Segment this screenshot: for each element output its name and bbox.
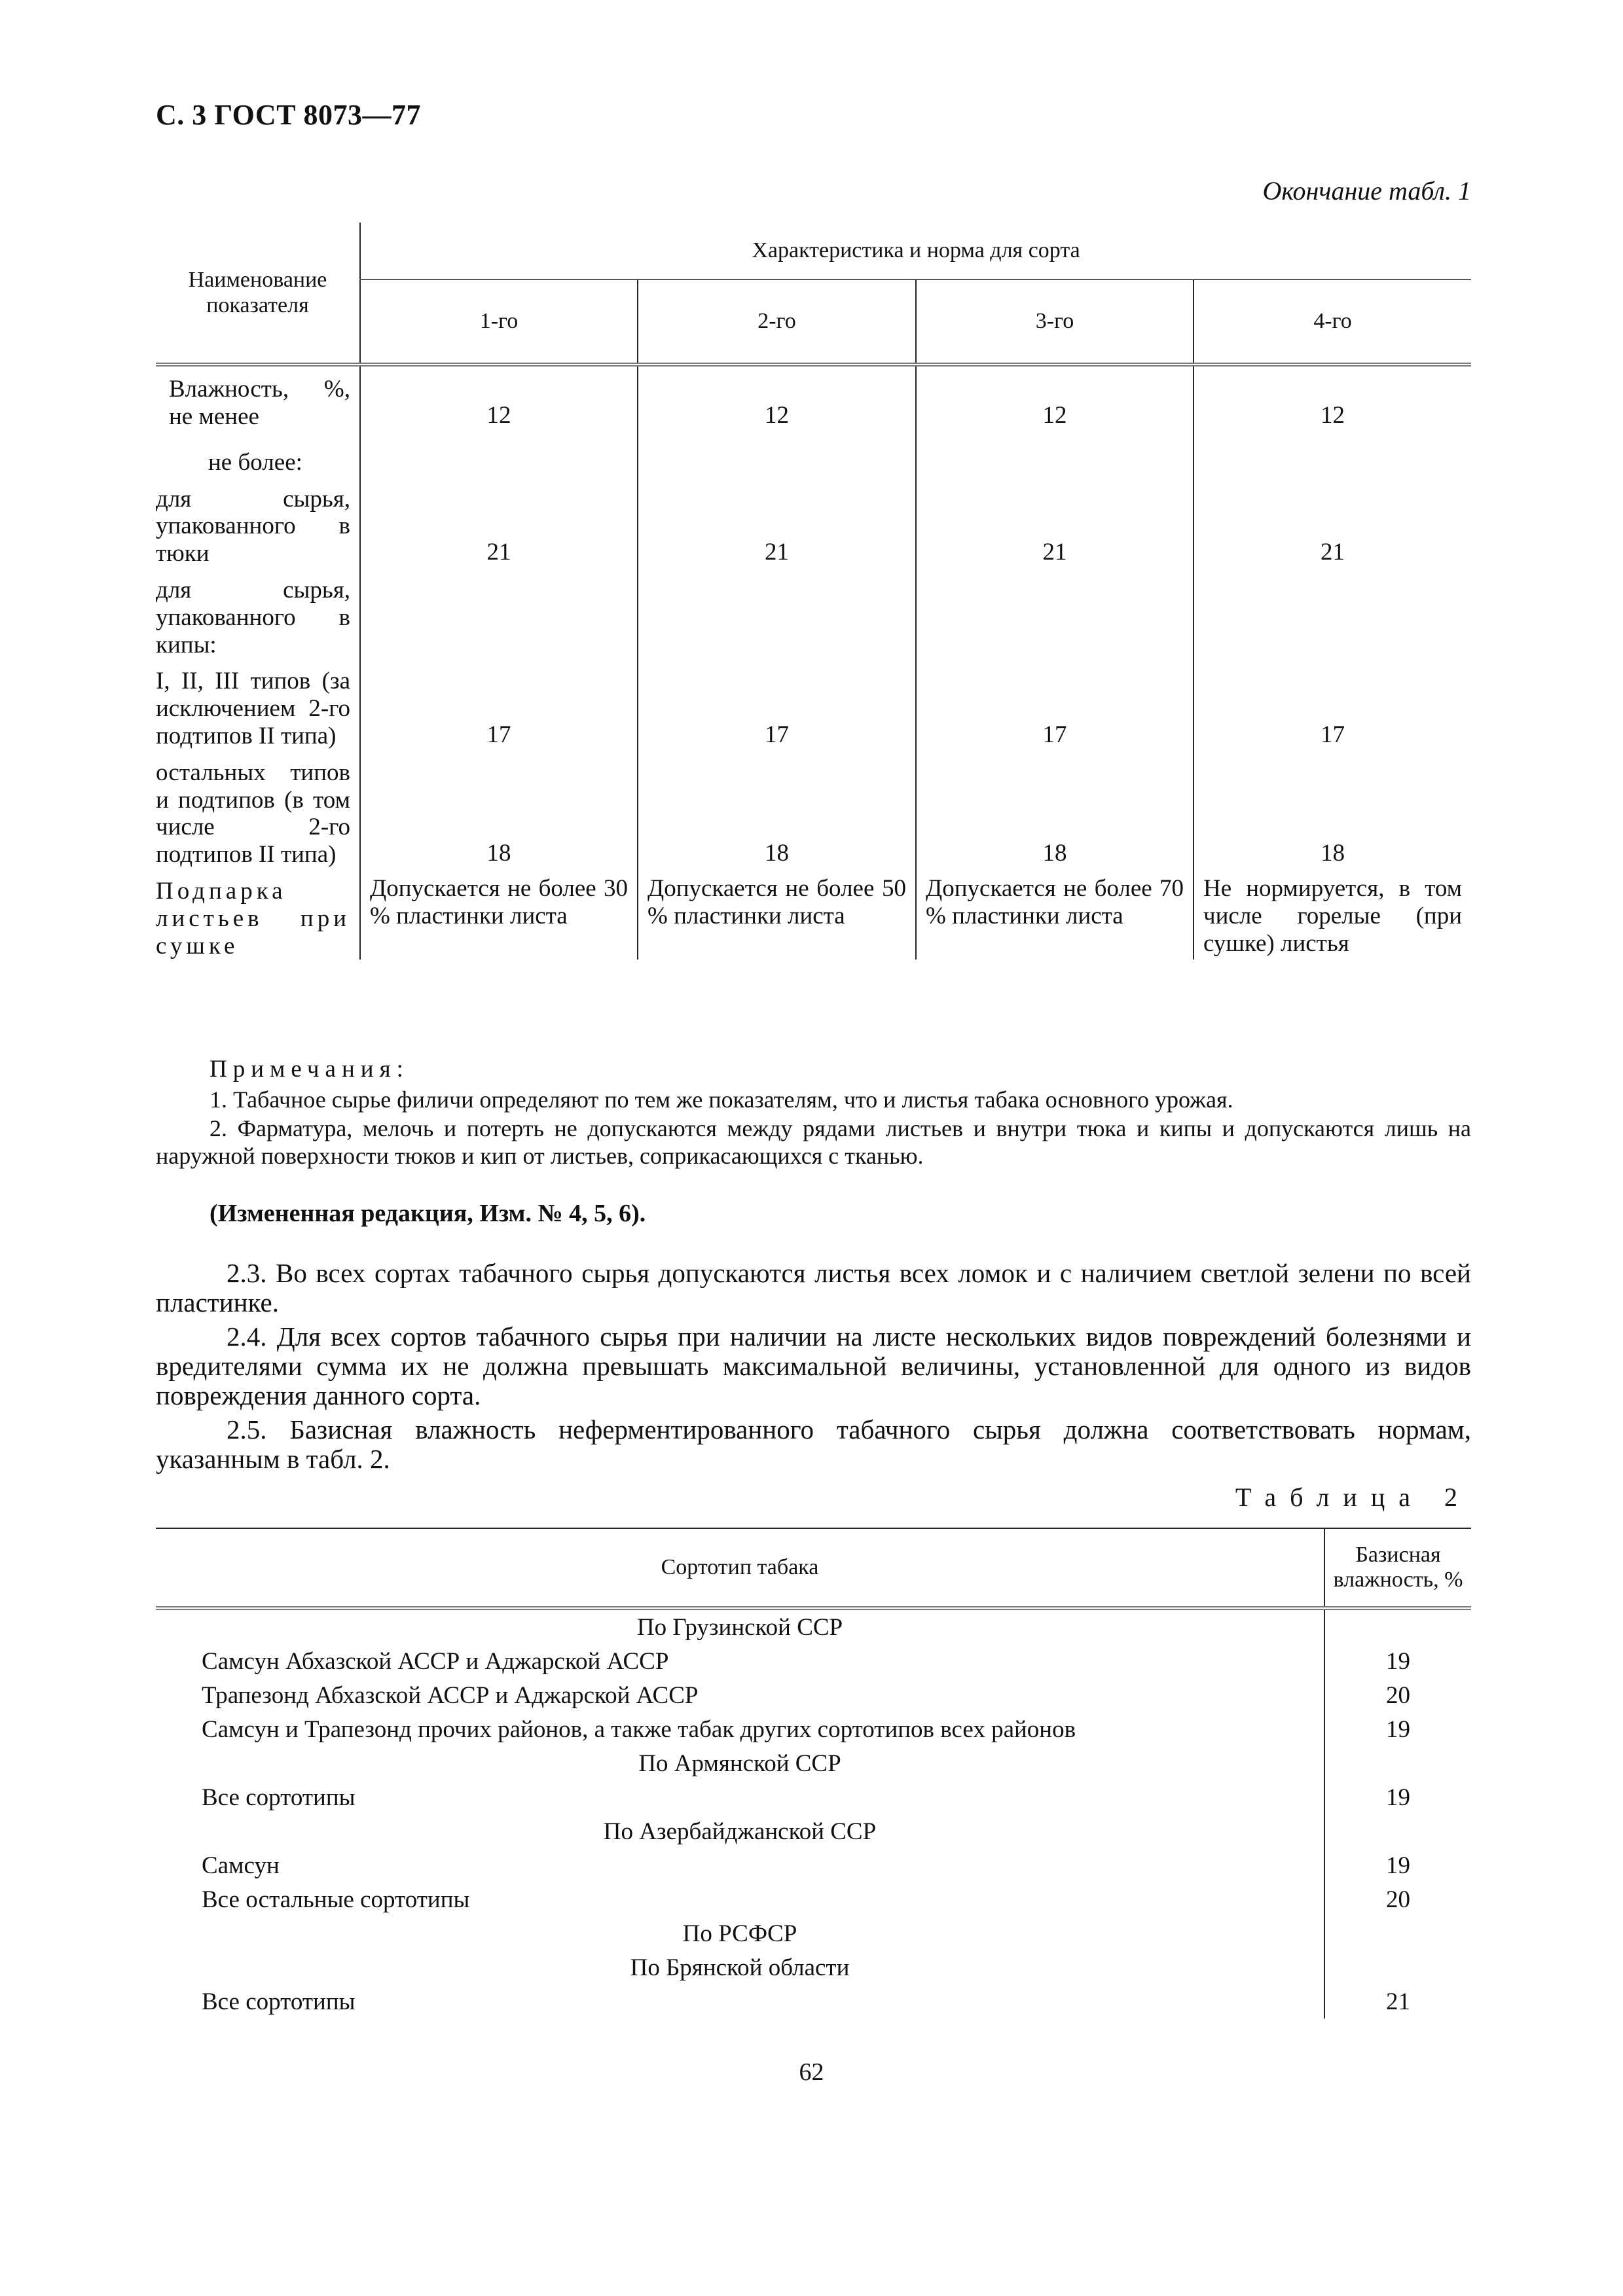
moisture-value <box>1324 1814 1471 1848</box>
cell-value: Допускается не более 70 % пластинки листа <box>916 869 1194 960</box>
column-header-grade-1: 1-го <box>360 279 638 365</box>
cell-value: 17 <box>638 658 916 749</box>
region-label: По Брянской области <box>630 1954 850 1981</box>
column-header-moisture: Базисная влажность, % <box>1324 1528 1471 1608</box>
cell-value: 12 <box>360 365 638 431</box>
cell-value: 17 <box>360 658 638 749</box>
moisture-value: 19 <box>1324 1848 1471 1882</box>
region-label: По Армянской ССР <box>638 1749 841 1777</box>
table-continuation-label: Окончание табл. 1 <box>1262 176 1471 206</box>
region-label: По Азербайджанской ССР <box>603 1818 877 1845</box>
sort-type-label: Самсун Абхазской АССР и Аджарской АССР <box>202 1647 669 1675</box>
sort-type-label: Самсун <box>202 1852 280 1879</box>
region-row <box>156 1916 1471 1950</box>
table-row <box>156 1678 1471 1712</box>
table-row <box>156 1780 1471 1814</box>
column-header-indicator: Наименование показателя <box>156 223 360 365</box>
cell-value: 18 <box>916 750 1194 869</box>
table-row <box>156 567 1471 658</box>
region-row <box>156 1814 1471 1848</box>
table-row <box>156 1848 1471 1882</box>
cell-value: 21 <box>1194 476 1471 567</box>
table-row <box>156 1882 1471 1916</box>
cell-value: 21 <box>360 476 638 567</box>
row-name: I, II, III типов (за исключением 2-го подтипов II типа) <box>156 668 350 749</box>
cell-value: 12 <box>1194 365 1471 431</box>
note-2: 2. Фарматура, мелочь и потерть не допускаются между рядами листьев и внутри тюка и кипы и допускаются лишь на наружной поверхности тюков и кип от листьев, соприкасающихся с тканью. <box>156 1115 1471 1169</box>
table-row <box>156 1984 1471 2018</box>
moisture-value <box>1324 1608 1471 1644</box>
row-name: для сырья, упакованного в тюки <box>156 485 350 567</box>
region-row <box>156 1608 1471 1644</box>
cell-value: 17 <box>1194 658 1471 749</box>
notes-title: Примечания: <box>210 1056 409 1083</box>
moisture-value: 21 <box>1324 1984 1471 2018</box>
table-row <box>156 1644 1471 1678</box>
moisture-value: 19 <box>1324 1780 1471 1814</box>
region-label: По РСФСР <box>682 1920 797 1947</box>
column-header-grade-3: 3-го <box>916 279 1194 365</box>
moisture-value: 20 <box>1324 1882 1471 1916</box>
column-header-grade-group: Характеристика и норма для сорта <box>360 223 1471 279</box>
note-1: 1. Табачное сырье филичи определяют по тем же показателям, что и листья табака основного урожая. <box>210 1086 1233 1113</box>
moisture-value <box>1324 1746 1471 1780</box>
row-name: не более: <box>208 448 302 476</box>
row-name: остальных типов и подтипов (в том числе 2-го подтипов II типа) <box>156 759 350 869</box>
moisture-value <box>1324 1916 1471 1950</box>
page-header: С. 3 ГОСТ 8073—77 <box>156 99 422 131</box>
cell-value: 17 <box>916 658 1194 749</box>
sort-type-label: Все остальные сортотипы <box>202 1886 470 1913</box>
sort-type-label: Трапезонд Абхазской АССР и Аджарской АССР <box>202 1681 699 1709</box>
table-row <box>156 750 1471 869</box>
table-row <box>156 365 1471 431</box>
region-row <box>156 1746 1471 1780</box>
cell-value: Допускается не более 30 % пластинки листа <box>360 869 638 960</box>
paragraph-2-3: 2.3. Во всех сортах табачного сырья допускаются листья всех ломок и с наличием светлой зелени по всей пластинке. <box>156 1258 1471 1318</box>
cell-value: Допускается не более 50 % пластинки листа <box>638 869 916 960</box>
paragraph-2-4: 2.4. Для всех сортов табачного сырья при наличии на листе нескольких видов повреждений болезнями и вредителями сумма их не должна превышать максимальной величины, установленной для одного из видов повреждения данного сорта. <box>156 1321 1471 1411</box>
sort-type-label: Все сортотипы <box>202 1784 356 1811</box>
cell-value: 12 <box>916 365 1194 431</box>
moisture-value: 19 <box>1324 1644 1471 1678</box>
cell-value: 21 <box>638 476 916 567</box>
moisture-value: 20 <box>1324 1678 1471 1712</box>
region-label: По Грузинской ССР <box>636 1613 843 1641</box>
table-row <box>156 869 1471 960</box>
sort-type-label: Все сортотипы <box>202 1988 356 2015</box>
cell-value: 18 <box>360 750 638 869</box>
table-2 <box>156 1528 1471 2018</box>
table-row <box>156 431 1471 476</box>
page-number: 62 <box>799 2058 824 2086</box>
row-name: Подпарка листьев при сушке <box>156 877 350 960</box>
table-row <box>156 658 1471 749</box>
cell-value: Не нормируется, в том числе горелые (при сушке) листья <box>1194 869 1471 960</box>
moisture-value <box>1324 1950 1471 1984</box>
paragraph-2-5: 2.5. Базисная влажность неферментированного табачного сырья должна соответствовать нормам, указанным в табл. 2. <box>156 1414 1471 1475</box>
cell-value: 12 <box>638 365 916 431</box>
table-2-title: Таблица 2 <box>1235 1482 1471 1512</box>
column-header-grade-2: 2-го <box>638 279 916 365</box>
sort-type-label: Самсун и Трапезонд прочих районов, а также табак других сортотипов всех районов <box>202 1715 1076 1743</box>
table-row <box>156 476 1471 567</box>
table-row <box>156 1712 1471 1746</box>
cell-value: 18 <box>1194 750 1471 869</box>
cell-value: 18 <box>638 750 916 869</box>
table-1 <box>156 223 1471 960</box>
column-header-sort-type: Сортотип табака <box>156 1528 1324 1608</box>
column-header-grade-4: 4-го <box>1194 279 1471 365</box>
amendment-note: (Измененная редакция, Изм. № 4, 5, 6). <box>210 1200 646 1227</box>
row-name: Влажность, %, не менее <box>169 376 350 430</box>
moisture-value: 19 <box>1324 1712 1471 1746</box>
row-name: для сырья, упакованного в кипы: <box>156 576 350 658</box>
region-row <box>156 1950 1471 1984</box>
cell-value: 21 <box>916 476 1194 567</box>
